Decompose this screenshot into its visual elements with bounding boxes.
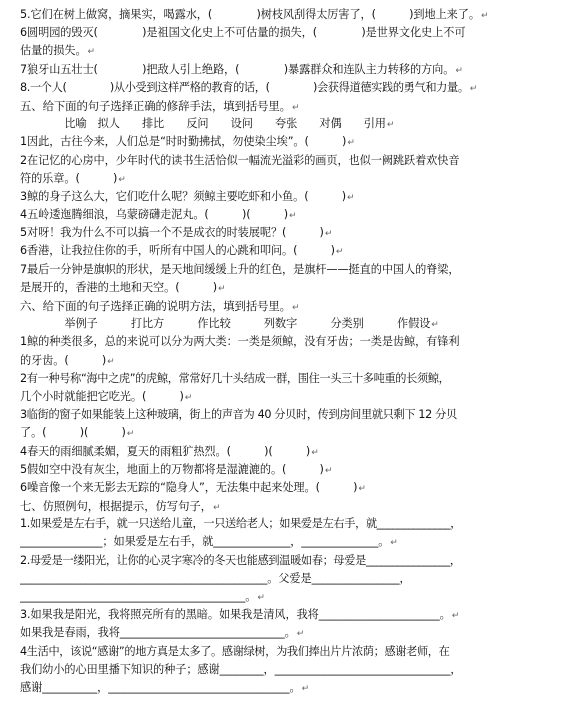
line-text: 符的乐章。( ) bbox=[20, 171, 118, 185]
q5-4 bbox=[20, 206, 578, 224]
q7-2-cont2 bbox=[20, 588, 578, 606]
paragraph-mark-icon: ↵ bbox=[87, 47, 95, 58]
line-text: 了。( )( ) bbox=[20, 426, 126, 440]
q6-1 bbox=[20, 333, 578, 351]
line-text: 6噪音像一个来无影去无踪的“隐身人”，无法集中起来处理。( ) bbox=[20, 480, 358, 494]
q5-3 bbox=[20, 188, 578, 206]
line-text: 举例子 打比方 作比较 列数字 分类别 作假设 bbox=[20, 317, 431, 331]
q6-3-cont bbox=[20, 424, 578, 442]
paragraph-mark-icon: ↵ bbox=[469, 83, 477, 94]
paragraph-mark-icon: ↵ bbox=[386, 120, 395, 131]
line-text: 3.如果我是阳光，我将照亮所有的黑暗。如果我是清风，我将______________________。 bbox=[20, 608, 451, 622]
line-text: 7狼牙山五壮士( )把敌人引上绝路，( )暴露群众和连队主力转移的方向。 bbox=[20, 62, 455, 76]
line-text: 2.母爱是一缕阳光，让你的心灵字寒冷的冬天也能感到温暖如春；母爱是________________， bbox=[20, 553, 461, 567]
paragraph-mark-icon: ↵ bbox=[335, 247, 344, 258]
line-text: 的牙齿。( ) bbox=[20, 353, 107, 367]
paragraph-mark-icon: ↵ bbox=[455, 65, 463, 76]
line-text: 4五岭逶迤腾细浪，乌蒙磅礴走泥丸。( )( ) bbox=[20, 208, 289, 222]
line-text: 8.一个人( )从小受到这样严格的教育的话，( )会获得道德实践的勇气和力量。 bbox=[20, 80, 469, 94]
q4-6-cont bbox=[20, 42, 578, 60]
section-6-heading bbox=[20, 297, 578, 315]
q7-1-cont bbox=[20, 533, 578, 551]
q4-6 bbox=[20, 24, 578, 42]
paragraph-mark-icon: ↵ bbox=[126, 429, 135, 440]
line-text: 1.如果爱是左右手，就一只送给儿童，一只送给老人；如果爱是左右手，就______________， bbox=[20, 517, 462, 531]
q5-2-cont bbox=[20, 170, 578, 188]
q7-4-cont2 bbox=[20, 679, 578, 697]
q7-1 bbox=[20, 515, 578, 533]
paragraph-mark-icon: ↵ bbox=[301, 683, 310, 694]
line-text: 是展开的，香港的土地和天空。( ) bbox=[20, 280, 218, 294]
q4-8 bbox=[20, 79, 578, 97]
line-text: 7最后一分钟是旗帜的形状，是天地间缓缓上升的红色，是旗杆——挺直的中国人的脊梁， bbox=[20, 262, 460, 276]
q7-3-cont bbox=[20, 624, 578, 642]
q7-3 bbox=[20, 606, 578, 624]
section-7-heading bbox=[20, 497, 578, 515]
q6-4 bbox=[20, 443, 578, 461]
q6-2-cont bbox=[20, 388, 578, 406]
q7-4-cont bbox=[20, 661, 578, 679]
paragraph-mark-icon: ↵ bbox=[118, 174, 126, 185]
line-text: 六、给下面的句子选择正确的说明方法，填到括号里。 bbox=[20, 299, 291, 313]
line-text: 5.它们在树上做窝，摘果实，喝露水，( )树枝风刮得太厉害了，( )到地上来了。 bbox=[20, 8, 480, 21]
paragraph-mark-icon: ↵ bbox=[480, 11, 489, 21]
explain-options bbox=[20, 315, 578, 333]
paragraph-mark-icon: ↵ bbox=[431, 320, 439, 331]
paragraph-mark-icon: ↵ bbox=[347, 138, 355, 149]
q7-4 bbox=[20, 643, 578, 661]
line-text: 3临街的窗子如果能装上这种玻璃，街上的声音为 40 分贝时，传到房间里就只剩下 12 分贝 bbox=[20, 408, 457, 422]
paragraph-mark-icon: ↵ bbox=[324, 229, 333, 240]
paragraph-mark-icon: ↵ bbox=[291, 303, 300, 313]
q5-7-cont bbox=[20, 279, 578, 297]
line-text: 4春天的雨细腻柔媚，夏天的雨粗犷热烈。( )( ) bbox=[20, 444, 311, 458]
line-text: 感谢__________，_________________________________。 bbox=[20, 680, 301, 694]
q6-3 bbox=[20, 406, 578, 424]
line-text: 估量的损失。 bbox=[20, 44, 87, 58]
paragraph-mark-icon: ↵ bbox=[107, 356, 115, 367]
q5-2 bbox=[20, 152, 578, 170]
paragraph-mark-icon: ↵ bbox=[347, 192, 355, 203]
paragraph-mark-icon: ↵ bbox=[296, 629, 305, 640]
q7-2-cont bbox=[20, 570, 578, 588]
paragraph-mark-icon: ↵ bbox=[311, 447, 319, 458]
line-text: 七、仿照例句，根据提示，仿写句子， bbox=[20, 499, 212, 514]
line-text: 6香港，让我拉住你的手，听所有中国人的心跳和叩问。( ) bbox=[20, 244, 335, 258]
line-text: 1因此，古往今来，人们总是“时时勤拂拭，勿使染尘埃”。( ) bbox=[20, 135, 347, 149]
line-text: 2有一种号称“海中之虎”的虎鲸，常常好几十头结成一群，围住一头三十多吨重的长须鲸， bbox=[20, 371, 450, 385]
line-text: 1鲸的种类很多，总的来说可以分为两大类：一类是须鲸，没有牙齿；一类是齿鲸，有锋利 bbox=[20, 335, 460, 349]
paragraph-mark-icon: ↵ bbox=[291, 102, 300, 113]
line-text: 如果我是春雨，我将______________________________。 bbox=[20, 626, 296, 640]
q7-2 bbox=[20, 552, 578, 570]
line-text: 比喻 拟人 排比 反问 设问 夸张 对偶 引用 bbox=[20, 117, 386, 131]
rhetoric-options bbox=[20, 115, 578, 133]
paragraph-mark-icon: ↵ bbox=[184, 392, 193, 403]
q6-5 bbox=[20, 461, 578, 479]
section-5-heading bbox=[20, 97, 578, 115]
line-text: 4生活中，该说“感谢”的地方真是太多了。感谢绿树，为我们捧出片片浓荫；感谢老师，在 bbox=[20, 644, 450, 658]
line-text: 3鲸的身子这么大，它们吃什么呢？须鲸主要吃虾和小鱼。( ) bbox=[20, 189, 346, 203]
q5-6 bbox=[20, 242, 578, 260]
line-text: 五、给下面的句子选择正确的修辞手法，填到括号里。 bbox=[20, 98, 291, 113]
q6-2 bbox=[20, 370, 578, 388]
line-text: 5假如空中没有灰尘，地面上的万物都将是湿漉漉的。( ) bbox=[20, 462, 324, 476]
paragraph-mark-icon: ↵ bbox=[324, 465, 333, 476]
paragraph-mark-icon: ↵ bbox=[218, 283, 226, 294]
line-text: 5对呀！我为什么不可以搞一个不是成衣的时装展呢？( ) bbox=[20, 226, 324, 240]
q4-5 bbox=[20, 6, 578, 24]
q5-7 bbox=[20, 261, 578, 279]
line-text: _________________________________________。 bbox=[20, 590, 257, 603]
q5-5 bbox=[20, 224, 578, 242]
paragraph-mark-icon: ↵ bbox=[390, 538, 398, 549]
line-text: _______________；如果爱是左右手，就______________，______________。 bbox=[20, 535, 390, 549]
line-text: _____________________________________________。父爱是________________， bbox=[20, 571, 411, 585]
q6-6 bbox=[20, 479, 578, 497]
paragraph-mark-icon: ↵ bbox=[212, 503, 221, 514]
line-text: 6圆明园的毁灭( )是祖国文化史上不可估量的损失，( )是世界文化史上不可 bbox=[20, 26, 466, 40]
paragraph-mark-icon: ↵ bbox=[289, 211, 297, 222]
q4-7 bbox=[20, 61, 578, 79]
q5-1 bbox=[20, 133, 578, 151]
paragraph-mark-icon: ↵ bbox=[358, 483, 366, 494]
line-text: 2在记忆的心房中，少年时代的读书生活恰似一幅流光溢彩的画页，也似一阙跳跃着欢快音 bbox=[20, 153, 460, 167]
paragraph-mark-icon: ↵ bbox=[451, 611, 460, 622]
paragraph-mark-icon: ↵ bbox=[257, 593, 265, 603]
line-text: 几个小时就能把它吃光。( ) bbox=[20, 389, 184, 403]
line-text: 我们幼小的心田里播下知识的种子；感谢________，________________________________， bbox=[20, 662, 462, 676]
q6-1-cont bbox=[20, 352, 578, 370]
